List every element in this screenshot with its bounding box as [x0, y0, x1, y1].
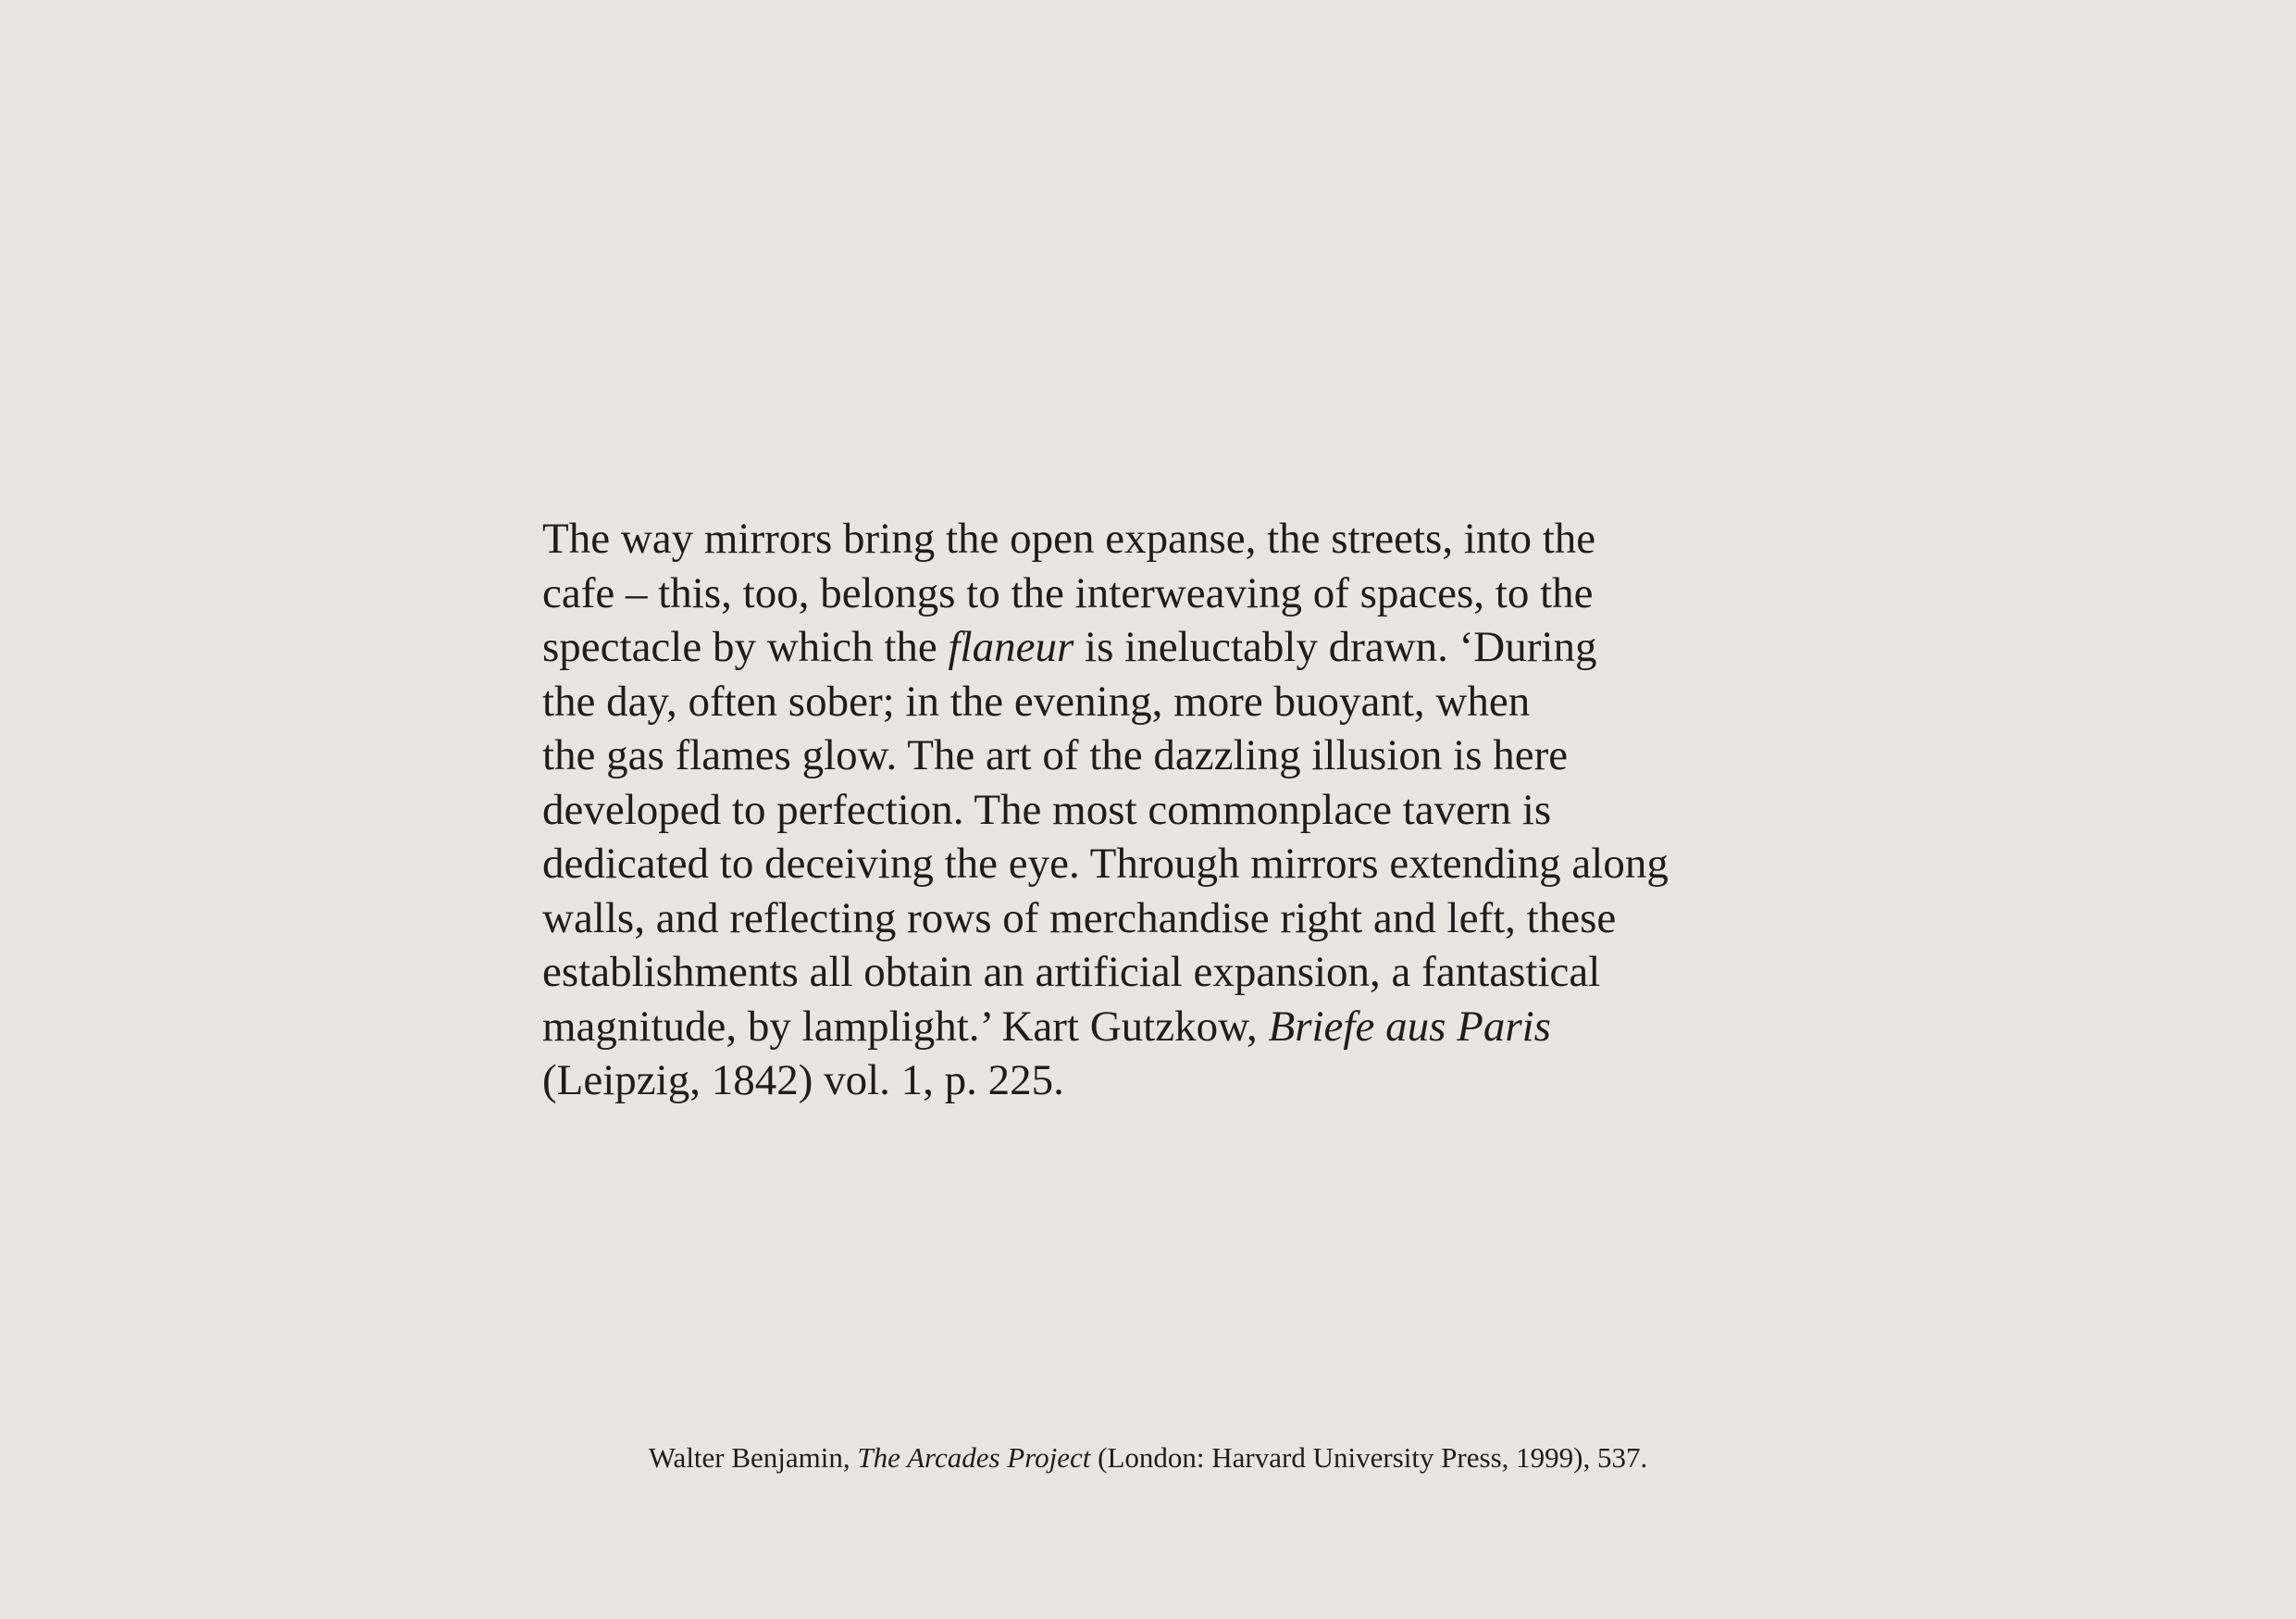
quote-line: developed to perfection. The most commonplace tavern is: [542, 785, 1552, 834]
quote-line: dedicated to deceiving the eye. Through mirrors extending along: [542, 840, 1669, 888]
quote-line: The way mirrors bring the open expanse, the streets, into the: [542, 515, 1596, 563]
quote-line: establishments all obtain an artificial expansion, a fantastical: [542, 948, 1601, 996]
quote-line: the day, often sober; in the evening, more buoyant, when: [542, 677, 1531, 726]
quote-text: spectacle by which the: [542, 623, 949, 671]
quote-book-title: Briefe aus Paris: [1268, 1002, 1551, 1051]
citation-publication: (London: Harvard University Press, 1999), 537.: [1090, 1441, 1648, 1474]
quote-line: [542, 620, 1782, 675]
source-citation: [0, 1439, 2296, 1476]
quote-line: (Leipzig, 1842) vol. 1, p. 225.: [542, 1056, 1064, 1104]
quote-line: the gas flames glow. The art of the dazzling illusion is here: [542, 731, 1569, 779]
citation-book-title: The Arcades Project: [857, 1441, 1091, 1474]
quote-text: magnitude, by lamplight.’ Kart Gutzkow,: [542, 1002, 1269, 1051]
quote-line: walls, and reflecting rows of merchandise right and left, these: [542, 893, 1617, 942]
quote-block: [542, 512, 1782, 1108]
quote-line: cafe – this, too, belongs to the interweaving of spaces, to the: [542, 568, 1594, 617]
quote-line: [542, 1000, 1782, 1054]
citation-author: Walter Benjamin,: [648, 1441, 858, 1474]
quote-italic-term: flaneur: [948, 623, 1074, 671]
quote-text: is ineluctably drawn. ‘During: [1074, 623, 1597, 671]
